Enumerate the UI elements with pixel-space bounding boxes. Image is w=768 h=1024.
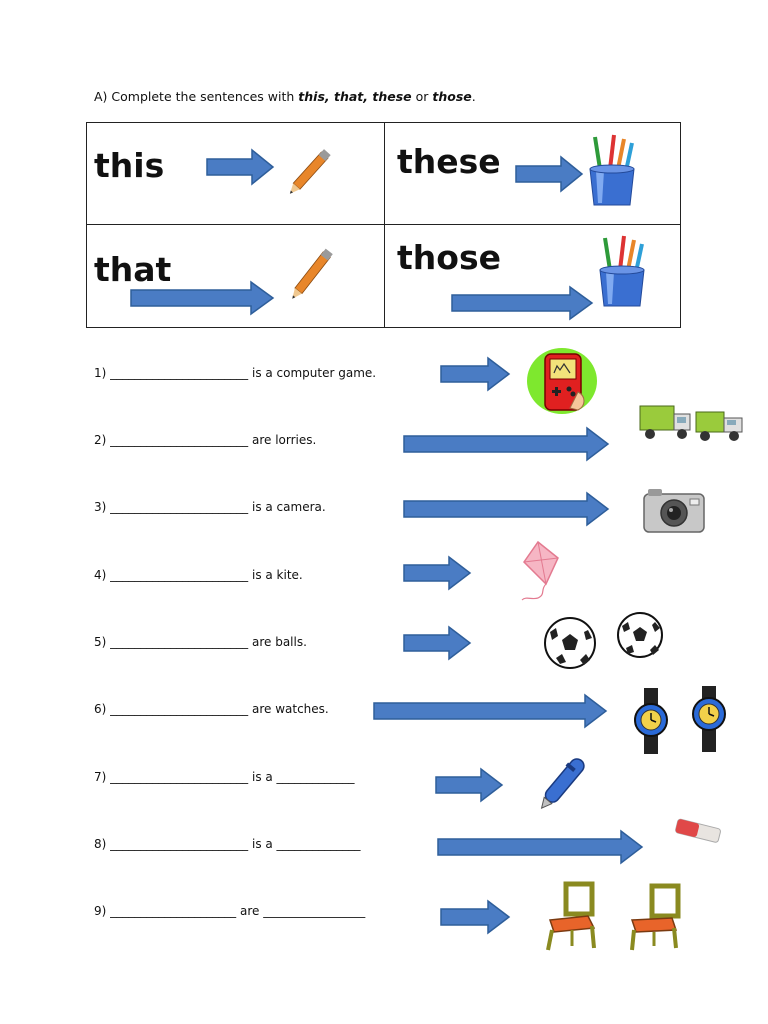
- instruction: [94, 89, 476, 104]
- answer-blank[interactable]: _______________________: [110, 366, 249, 380]
- lorries-icon: [638, 402, 746, 448]
- table-divider-horizontal: [86, 224, 681, 225]
- answer-blank[interactable]: _______________________: [110, 770, 249, 784]
- sentence-number: 5): [94, 635, 107, 649]
- sentence-7: [94, 771, 355, 783]
- sentence-1: [94, 367, 376, 379]
- sentence-9: [94, 905, 365, 917]
- sentence-number: 7): [94, 770, 107, 784]
- arrow-sentence-2: [403, 427, 609, 461]
- handheld-game-icon: [526, 346, 598, 416]
- sentence-text: is a computer game.: [251, 366, 377, 380]
- sentence-text: is a kite.: [251, 568, 303, 582]
- arrow-sentence-9: [440, 900, 510, 934]
- sentence-8: [94, 838, 361, 850]
- sentence-text: are lorries.: [251, 433, 317, 447]
- soccer-balls-icon: [542, 612, 666, 670]
- word-those: those: [397, 238, 501, 277]
- pen-icon: [532, 744, 600, 814]
- sentence-text: are watches.: [251, 702, 329, 716]
- instruction-last-word: those: [432, 89, 472, 104]
- pencil-far-icon: [280, 240, 346, 306]
- arrow-those: [451, 286, 593, 320]
- sentence-3: [94, 501, 326, 513]
- answer-blank[interactable]: _______________________: [110, 702, 249, 716]
- sentence-number: 3): [94, 500, 107, 514]
- instruction-words: this, that, these: [298, 89, 412, 104]
- chairs-icon: [542, 880, 688, 954]
- sentence-number: 2): [94, 433, 107, 447]
- answer-blank[interactable]: _____________________: [110, 904, 237, 918]
- sentence-text: is a camera.: [251, 500, 326, 514]
- arrow-these: [515, 156, 583, 192]
- arrow-sentence-7: [435, 768, 503, 802]
- instruction-period: .: [471, 89, 476, 104]
- eraser-icon: [672, 816, 726, 846]
- kite-icon: [516, 540, 564, 604]
- watches-icon: [630, 684, 734, 758]
- answer-blank[interactable]: _______________________: [110, 568, 249, 582]
- sentence-text[interactable]: is a _____________: [251, 770, 355, 784]
- sentence-5: [94, 636, 307, 648]
- sentence-number: 9): [94, 904, 107, 918]
- word-this: this: [94, 146, 165, 185]
- answer-blank[interactable]: _______________________: [110, 433, 249, 447]
- sentence-text[interactable]: is a ______________: [251, 837, 361, 851]
- sentence-number: 1): [94, 366, 107, 380]
- answer-blank[interactable]: _______________________: [110, 635, 249, 649]
- sentence-number: 8): [94, 837, 107, 851]
- sentence-4: [94, 569, 303, 581]
- instruction-prefix: A) Complete the sentences with: [94, 89, 299, 104]
- arrow-sentence-4: [403, 556, 471, 590]
- word-that: that: [94, 250, 172, 289]
- sentence-2: [94, 434, 316, 446]
- pencil-cup-far-icon: [596, 234, 648, 308]
- pencil-near-icon: [280, 140, 342, 202]
- arrow-that: [130, 281, 274, 315]
- instruction-or: or: [411, 89, 433, 104]
- arrow-sentence-5: [403, 626, 471, 660]
- arrow-this: [206, 149, 274, 185]
- answer-blank[interactable]: _______________________: [110, 500, 249, 514]
- arrow-sentence-8: [437, 830, 643, 864]
- camera-icon: [640, 486, 706, 536]
- arrow-sentence-6: [373, 694, 607, 728]
- arrow-sentence-3: [403, 492, 609, 526]
- word-these: these: [397, 142, 501, 181]
- sentence-6: [94, 703, 329, 715]
- sentence-text[interactable]: are _________________: [239, 904, 366, 918]
- sentence-text: are balls.: [251, 635, 307, 649]
- arrow-sentence-1: [440, 357, 510, 391]
- answer-blank[interactable]: _______________________: [110, 837, 249, 851]
- pencil-cup-near-icon: [586, 133, 638, 207]
- sentence-number: 6): [94, 702, 107, 716]
- sentence-number: 4): [94, 568, 107, 582]
